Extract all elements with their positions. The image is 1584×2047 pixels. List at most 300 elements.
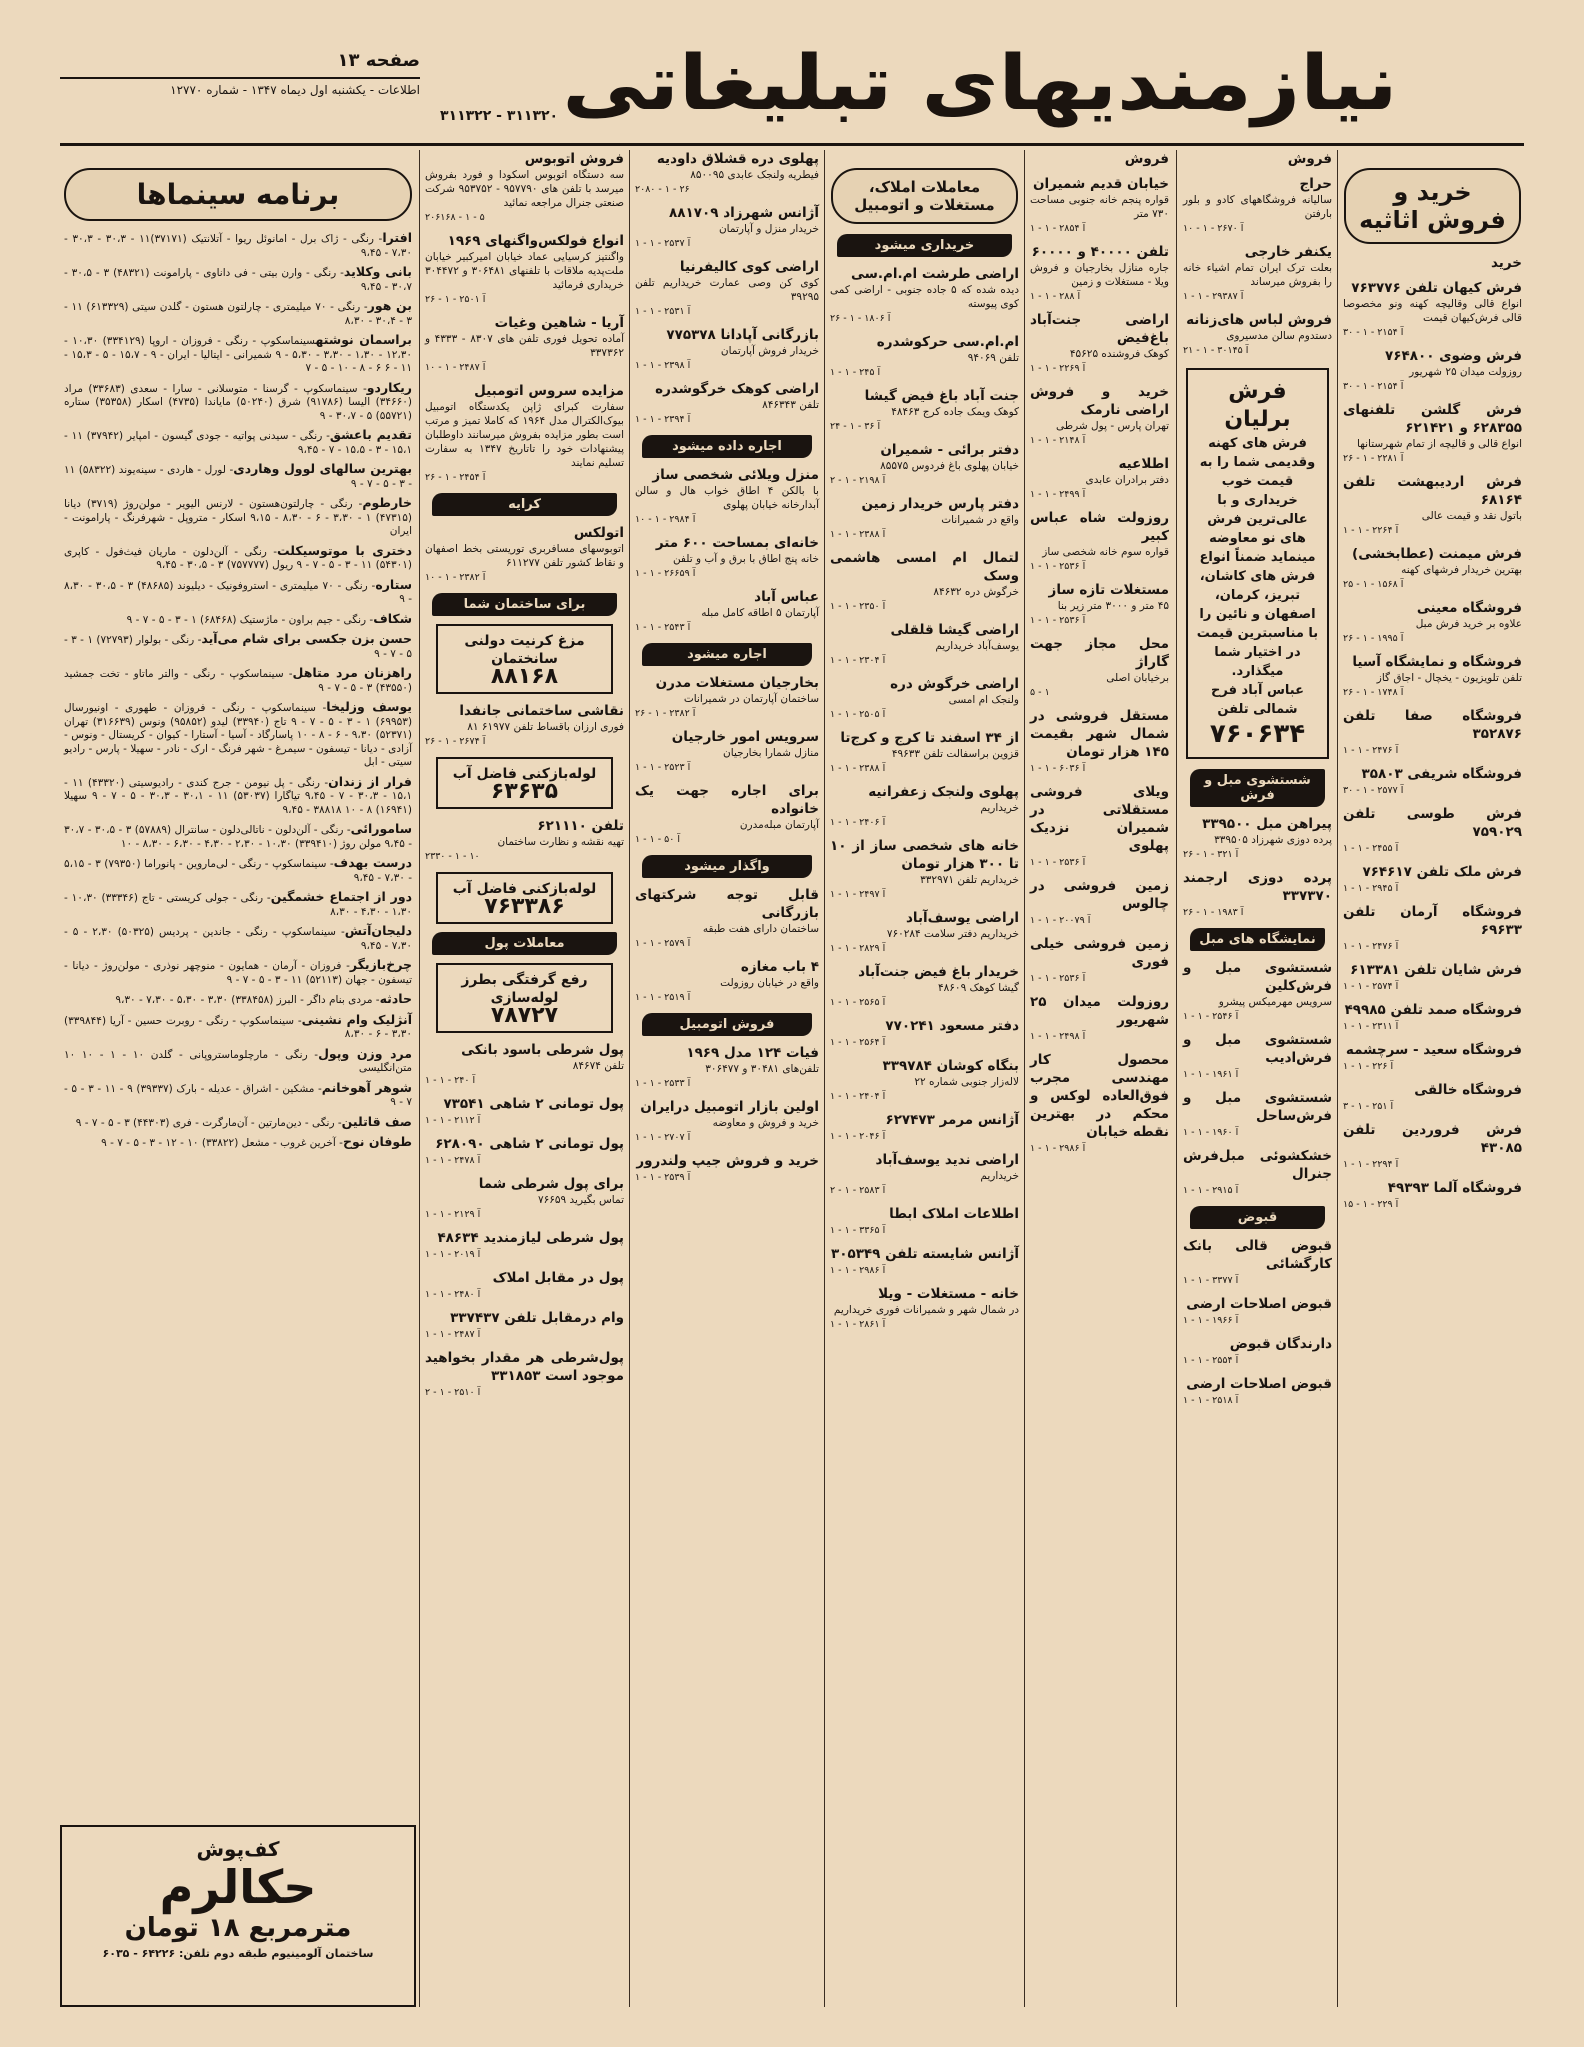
- ad-heading: آژانس شهرزاد ۸۸۱۷۰۹: [669, 205, 819, 221]
- ad-code: ۲۳۳۰ - ۱ - ۱۰: [425, 851, 480, 862]
- ad-heading: اراضی طرشت ام.ام.سی: [850, 266, 1019, 282]
- section-label: فروش اتومبیل: [642, 1013, 812, 1036]
- film-listing: [64, 924, 412, 953]
- ad-body: علاوه بر خرید فرش مبل: [1415, 618, 1522, 630]
- ad-heading: پهلوی دره قشلاق داودیه: [656, 151, 819, 167]
- ad-body: گیشا کوهک ۴۸۶۰۹: [938, 982, 1019, 994]
- film-title: افترا: [382, 230, 412, 245]
- ad-heading: پول‌شرطی هر مقدار بخواهید موجود است ۳۳۱۸۵۳: [425, 1350, 624, 1384]
- ad-code: آ ۲۸۶۱ - ۱ - ۱: [830, 1319, 886, 1330]
- ad-heading: فرش شایان تلفن ۶۱۳۳۸۱: [1350, 962, 1522, 978]
- ad-code: آ ۲۲۶۴ - ۱ - ۱: [1343, 525, 1399, 536]
- ad-body: یوسف‌آباد خریداریم: [935, 640, 1019, 652]
- ad-body: واگنتیز کرسیایی عماد خیابان امیرکبیر خیابان ملت‌پدیه ملاقات با تلفنهای ۳۰۶۴۸۱ و ۳۰۴۴۷۲ خریداری فرمائید: [425, 251, 625, 291]
- classified-ad: [1343, 599, 1522, 646]
- column-c-ads: [827, 168, 1022, 1332]
- ad-body: روزولت میدان ۲۵ شهریور: [1409, 366, 1522, 378]
- film-title: مرد وزن وپول: [318, 1045, 413, 1061]
- ad-code: آ ۲۲۹ - ۱ - ۱۵: [1343, 1199, 1399, 1210]
- classified-ad: [1343, 1121, 1522, 1172]
- classified-ad: [1030, 455, 1169, 502]
- ad-heading: خشکشوئی مبل‌فرش جنرال: [1183, 1148, 1332, 1182]
- film-title: دلیجان‌آتش: [344, 923, 412, 938]
- flooring-price: مترمربع ۱۸ تومان: [124, 1913, 352, 1943]
- classified-ad: [1183, 1375, 1332, 1408]
- classified-ad: [425, 1095, 624, 1128]
- classified-ad: [425, 150, 624, 225]
- film-details: - رنگی - مارچلوماستروپانی - گلدن ۱۰ - ۱ - ۱۰ ۱۰ متن‌انگلیسی: [64, 1048, 412, 1074]
- ad-heading: اراضی ندید یوسف‌آباد: [875, 1152, 1019, 1168]
- ad-heading: خرید و فروش اراضی نارمک: [1030, 384, 1169, 418]
- ad-heading: دفتر برائی - شمیران: [880, 442, 1019, 458]
- classified-ad: [635, 1044, 819, 1091]
- ad-heading: فروشگاه صمد تلفن ۴۹۹۸۵: [1344, 1002, 1522, 1018]
- ad-heading: ویلای فروشی مستقلاتی در شمیران نزدیک پهلوی: [1030, 784, 1169, 854]
- classified-ad: [425, 232, 624, 307]
- classified-ad: [830, 265, 1019, 326]
- ad-body: انواع قالی و قالیچه از تمام شهرستانها: [1357, 438, 1522, 450]
- ad-code: آ ۵۰ - ۱ - ۱: [635, 834, 681, 845]
- classified-ad: [830, 441, 1019, 488]
- ad-body: بعلت ترک ایران تمام اشیاء خانه را بفروش میرساند: [1183, 262, 1332, 288]
- plumbing-ad-text: مزغ کرنیت دولنی سانختمان: [464, 633, 585, 667]
- ad-code: آ ۲۵۳۱ - ۱ - ۱: [635, 306, 691, 317]
- ad-heading: زمین فروشی در چالوس: [1030, 878, 1169, 912]
- section-label: واگذار میشود: [642, 855, 812, 878]
- masthead-title: نیازمندیهای تبلیغاتی: [562, 38, 1398, 128]
- ad-body: انواع قالی وقالیچه کهنه ونو مخصوصا قالی فرش‌کیهان قیمت: [1343, 298, 1522, 324]
- classified-ad: [830, 621, 1019, 668]
- film-details: - رنگی - چارلتون‌هستون - لارنس الیویر - مولن‌روژ (۳۷۱۹) دیانا (۴۷۳۱۵) ۱ - ۳،۳۰ - ۶ - ۸،۳۰ - ۹،۱۵ اسکار - متروپل - شهرفرنگ - پارامونت - ایران: [64, 498, 412, 537]
- ad-code: آ ۲۵۵۴ - ۱ - ۱: [1183, 1355, 1239, 1366]
- ad-heading: فرش وضوی ۷۶۴۸۰۰: [1385, 348, 1522, 364]
- film-details: - سینماسکوپ - رنگی - فروزان - طهوری - اونیورسال (۶۹۹۵۳) ۱ - ۳ - ۵ - ۷ - ۹ تاج (۳۳۹۴۰) لیدو (۹۵۸۵۲) ونوس (۳۱۶۶۳۹) تهران (۵۲۳۷۱) ۹،۳۰ - ۶ - ۸ - ۱۰ پاسارگاد - آسیا - آستارا - کیوان - کریستال - ونوس - آزادی - دیانا - تیسفون - سیمرغ - شهر فرنگ - ارک - نادر - سهیلا - پارس - رادیو سیتی - ابل: [64, 702, 413, 768]
- film-title: براسمان نوشته: [315, 332, 412, 347]
- classified-ad: [830, 909, 1019, 956]
- film-details: - سینماسکوپ - رنگی - روبرت حسین - آریا (۳۳۹۸۴۴) ۳،۳۰ - ۶ - ۸،۳۰: [64, 1014, 412, 1040]
- ad-code: آ ۲۴۵۴ - ۱ - ۲۶: [425, 472, 486, 483]
- ad-code: آ ۲۲۹۴ - ۱ - ۱: [1343, 1159, 1399, 1170]
- ad-body: تلفن تلویزیون - یخچال - اجاق گاز: [1376, 672, 1522, 684]
- ad-code: آ ۲۲۶۹ - ۱ - ۱: [1030, 363, 1086, 374]
- ad-code: آ ۳۳۷۷ - ۱ - ۱: [1183, 1275, 1239, 1286]
- classified-ad: [1183, 869, 1332, 920]
- ad-body: لاله‌زار جنوبی شماره ۲۲: [914, 1076, 1019, 1088]
- ad-body: جاره منازل بخارجیان و فروش ویلا - مستغلات و زمین: [1030, 262, 1169, 288]
- ad-body: قواره سوم خانه شخصی ساز: [1042, 546, 1169, 558]
- classified-ad: [1030, 877, 1169, 928]
- column-f-ads: [1340, 254, 1525, 1212]
- section-label: خریداری میشود: [837, 234, 1012, 257]
- classified-ad: [1183, 1295, 1332, 1328]
- flooring-contact: ساختمان آلومینیوم طبقه دوم تلفن: ۶۴۲۲۶ - ۶۰۳۵: [102, 1947, 374, 1960]
- ad-body: ولنجک ام امسی: [948, 694, 1019, 706]
- film-details: - رنگی - جولی کریستی - تاج (۳۳۳۴۶) ۱۰،۳۰ - ۱،۳۰ - ۴،۳۰ - ۸،۳۰: [64, 892, 412, 918]
- column-a: [422, 150, 627, 2007]
- plumbing-ad-text: لوله‌بازکنی فاضل آب: [452, 766, 597, 782]
- ad-code: آ ۲۵۰۱ - ۱ - ۲۶: [425, 294, 486, 305]
- column-divider: [1024, 150, 1025, 2007]
- film-listing: [64, 1081, 412, 1110]
- ad-code: آ ۲۳۹۴ - ۱ - ۱: [635, 414, 691, 425]
- film-title: ریکاردو: [366, 379, 412, 395]
- classified-ad: [1030, 581, 1169, 628]
- classified-ad: [1183, 1335, 1332, 1368]
- ad-code: آ ۲۴۹۹ - ۱ - ۱: [1030, 489, 1086, 500]
- ad-code: آ ۲۹۸۶ - ۱ - ۱: [830, 1265, 886, 1276]
- ad-body: تلفن‌های ۳۰۴۸۱ و ۳۰۶۴۷۷: [705, 1063, 819, 1075]
- classified-ad: [635, 326, 819, 373]
- ad-heading: تلفن ۴۰۰۰۰ و ۶۰۰۰۰: [1031, 244, 1169, 260]
- ad-heading: فروشگاه آرمان تلفن ۶۹۶۳۳: [1343, 904, 1522, 938]
- film-title: فرار از زندان: [328, 773, 412, 789]
- ad-heading: انواع فولکس‌واگنهای ۱۹۶۹: [447, 233, 624, 249]
- ad-code: آ ۲۱۴۸ - ۱ - ۱: [1030, 435, 1086, 446]
- film-listing: [64, 822, 412, 851]
- ad-body: کوی کن وصی عمارت خریداریم تلفن ۳۹۲۹۵: [635, 277, 819, 303]
- ad-heading: پول در مقابل املاک: [492, 1270, 624, 1286]
- ad-code: آ ۲۵۳۶ - ۱ - ۱: [1030, 973, 1086, 984]
- ad-heading: فروشگاه معینی: [1416, 600, 1522, 616]
- classified-ad: [1343, 961, 1522, 994]
- ad-code: ۲۰۶۱۶۸ - ۱ - ۵: [425, 212, 485, 223]
- classified-ad: [635, 674, 819, 721]
- classified-ad: [830, 963, 1019, 1010]
- masthead: [440, 38, 1520, 138]
- ad-body: آماده تحویل فوری تلفن های ۸۳۰۷ - ۴۳۳۳ و ۳۳۷۳۶۲: [425, 333, 624, 359]
- film-title: راهزنان مرد متاهل: [292, 665, 412, 680]
- ad-code: آ ۲۰۱۹ - ۱ - ۱: [425, 1249, 481, 1260]
- ad-body: بهترین خریدار فرشهای کهنه: [1401, 564, 1522, 576]
- film-details: - رنگی - بولوار (۷۲۷۹۳) ۱ - ۳ - ۵ - ۷ - ۹: [64, 634, 412, 660]
- section-label: برای ساختمان شما: [432, 593, 617, 616]
- ad-code: آ ۲۶۶۵۹ - ۱ - ۱: [635, 568, 696, 579]
- ad-heading: برای پول شرطی شما: [478, 1176, 624, 1192]
- section-label: نمایشگاه های مبل: [1190, 928, 1325, 951]
- film-details: - آخرین غروب - مشعل (۳۳۸۲۲) ۱۰ - ۱۲ - ۳ - ۵ - ۷ - ۹: [101, 1137, 343, 1149]
- classified-ad: [1183, 1089, 1332, 1140]
- classified-ad: [1343, 279, 1522, 340]
- ad-code: آ ۲۵۲۳ - ۱ - ۱: [635, 762, 691, 773]
- ad-heading: آژانس مرمر ۶۲۷۴۷۳: [885, 1112, 1019, 1128]
- classified-ad: [1343, 545, 1522, 592]
- ad-body: خریدار منزل و آپارتمان: [718, 223, 819, 235]
- ad-heading: روزولت شاه عباس کبیر: [1030, 510, 1169, 544]
- film-title: طوفان نوح: [342, 1134, 412, 1149]
- ad-code: آ ۲۴۸۰ - ۱ - ۱: [425, 1289, 481, 1300]
- ad-code: آ ۲۳۸۲ - ۱ - ۱۰: [425, 572, 486, 583]
- flooring-kicker: کف‌پوش: [196, 1837, 280, 1861]
- ad-code: آ ۳۳۶۵ - ۱ - ۱: [830, 1225, 886, 1236]
- film-title: بانی وکلاید: [343, 264, 412, 279]
- classified-ad: [830, 1205, 1019, 1238]
- ad-heading: فرش میمنت (عطابخشی): [1352, 546, 1522, 562]
- film-listing: [64, 775, 412, 818]
- carpet-berlian-ad: [1186, 368, 1329, 759]
- ad-heading: پول تومانی ۲ شاهی ۶۲۸۰۹۰: [435, 1136, 624, 1152]
- ad-heading: اطلاعات املاک ابطا: [889, 1206, 1019, 1222]
- ad-code: آ ۲۳۸۸ - ۱ - ۱: [830, 529, 886, 540]
- classified-ad: [830, 1245, 1019, 1278]
- ad-code: آ ۲۵۴۳ - ۱ - ۱: [635, 622, 691, 633]
- ad-heading: سرویس امور خارجیان: [671, 729, 819, 745]
- ad-body: اتوبوسهای مسافربری توریستی بخط اصفهان و نقاط کشور تلفن ۶۱۱۲۷۷: [425, 543, 624, 569]
- ad-heading: فروش اتوبوس: [524, 151, 624, 167]
- film-listing: [64, 1135, 412, 1151]
- ad-code: آ ۲۵۳۹ - ۱ - ۱: [635, 1172, 691, 1183]
- classified-ad: [425, 1269, 624, 1302]
- ad-heading: قبوض اصلاحات ارضی: [1186, 1296, 1332, 1312]
- ad-heading: مزایده سروس اتومبیل: [474, 383, 624, 399]
- classified-ad: [635, 886, 819, 951]
- ad-heading: قبوض قالی بانک کارگشائی: [1183, 1238, 1332, 1272]
- ad-body: سفارت کبرای ژاپن یکدستگاه اتومبیل بیوک‌الکترال مدل ۱۹۶۴ که کاملا تمیز و مرتب است بطور مزایده بفروش میرسانند داوطلبان پیشنهادات خود را تاتاریخ ۱۳۴۷ به سفارت تسلیم نمایند: [425, 401, 624, 469]
- ad-body: واقع در شمیرانات: [941, 514, 1019, 526]
- ad-body: خرید و فروش و معاوضه: [712, 1117, 819, 1129]
- ad-code: آ ۲۴۷۶ - ۱ - ۱: [1343, 941, 1399, 952]
- ad-code: آ ۲۹۸۴ - ۱ - ۱۰: [635, 514, 696, 525]
- ad-code: آ ۲۹۴۵ - ۱ - ۱: [1343, 883, 1399, 894]
- ad-heading: لتمال ام امسی هاشمی وسک: [830, 550, 1019, 584]
- flooring-ad: [60, 1825, 416, 2007]
- plumbing-ad: [436, 963, 613, 1033]
- ad-body: تلفن ۹۴۰۶۹: [967, 352, 1019, 364]
- ad-body: تلفن ۸۴۶۳۴۳: [762, 399, 819, 411]
- film-details: - رنگی - آلن‌دلون - ماریان فیث‌فول - کاپری (۵۴۳۰۱) ۱۱ - ۳ - ۵ - ۷ - ۹ ریول (۷۵۷۷۷۷) ۳ - ۳۰،۵ - ۹،۴۵: [64, 545, 412, 571]
- ad-heading: بخارجیان مستغلات مدرن: [655, 675, 819, 691]
- ad-body: قواره پنجم خانه جنوبی مساحت ۷۳۰ متر: [1030, 194, 1169, 220]
- ad-code: آ ۲۵۶۵ - ۱ - ۱: [830, 997, 886, 1008]
- ad-code: آ ۱۷۴۸ - ۱ - ۲۶: [1343, 687, 1404, 698]
- film-title: صف قاتلین: [341, 1113, 412, 1129]
- classified-ad: [1183, 959, 1332, 1024]
- ad-code: آ ۲۴۰ - ۱ - ۱: [425, 1075, 476, 1086]
- film-listing: [64, 333, 412, 376]
- classified-ad: [1030, 383, 1169, 448]
- film-title: سامورائی: [350, 821, 413, 836]
- ad-body: برخیابان اصلی: [1106, 672, 1169, 684]
- ad-heading: نقاشی ساختمانی جانفدا: [459, 703, 624, 719]
- ad-code: آ ۲۸۲۹ - ۱ - ۱: [830, 943, 886, 954]
- classified-ad: [1030, 175, 1169, 236]
- ad-code: آ ۲۱۹۸ - ۱ - ۲: [830, 475, 886, 486]
- film-title: آنژلیک وام نشینی: [301, 1011, 412, 1027]
- ad-code: آ ۳۲۱ - ۱ - ۲۶: [1183, 849, 1239, 860]
- ad-heading: دارندگان قبوض: [1229, 1336, 1332, 1352]
- classified-ad: [635, 588, 819, 635]
- classified-ad: [635, 380, 819, 427]
- ad-code: آ ۲۴۹۸ - ۱ - ۱: [1030, 1031, 1086, 1042]
- ad-heading: فروشگاه آلما ۴۹۳۹۳: [1387, 1180, 1522, 1196]
- ad-code: آ ۲۲۶ - ۱ - ۱: [1343, 1061, 1394, 1072]
- film-details: - رنگی - جیم براون - ماژستیک (۶۸۴۶۸) ۱ - ۳ - ۵ - ۷ - ۹: [126, 613, 374, 626]
- film-title: حادثه: [379, 991, 412, 1006]
- ad-body: خریدار فروش آپارتمان: [720, 345, 819, 357]
- ad-heading: فروش لباس های‌زنانه: [1186, 312, 1332, 328]
- classified-ad: [830, 1017, 1019, 1050]
- ad-heading: خانه - مستغلات - ویلا: [878, 1286, 1019, 1302]
- film-details: - رنگی - آلن‌دلون - ناتالی‌دلون - سانترال (۵۷۸۸۹) ۳ - ۳۰،۵ - ۳۰،۷ - ۹،۴۵ مولن روژ (۳۳۹۴۱۰) ۱۰،۳۰ - ۲،۳۰ - ۴،۳۰ - ۶،۳۰ - ۸،۳۰ - ۱۰: [64, 824, 412, 850]
- classified-ad: [1030, 243, 1169, 304]
- ad-code: آ ۲۰۴۶ - ۱ - ۱: [830, 1131, 886, 1142]
- ad-code: آ ۲۴۸۷ - ۱ - ۱: [425, 1329, 481, 1340]
- top-rule: [60, 143, 1524, 146]
- classified-ad: [425, 1135, 624, 1168]
- ad-body: دیده شده که ۵ جاده جنوبی - اراضی کمی کوی پیوسته: [830, 284, 1020, 310]
- ad-heading: خیابان قدیم شمیران: [1032, 176, 1169, 192]
- ad-code: آ ۲۴۹۷ - ۱ - ۱: [830, 889, 886, 900]
- film-listing: [64, 612, 412, 628]
- ad-heading: فرش طوسی تلفن ۷۵۹۰۲۹: [1343, 806, 1522, 840]
- classified-ad: [1343, 765, 1522, 798]
- column-divider: [824, 150, 825, 2007]
- ad-heading: شستشوی مبل و فرش‌ادیب: [1183, 1032, 1332, 1066]
- classified-ad: [1343, 805, 1522, 856]
- classified-ad: [1343, 347, 1522, 394]
- ad-body: سرویس مهرمیکس پیشرو: [1218, 996, 1332, 1008]
- film-title: دور از اجتماع خشمگین: [270, 889, 413, 904]
- classified-ad: [425, 817, 624, 864]
- column-divider: [629, 150, 630, 2007]
- ad-code: آ ۲۴۵۵ - ۱ - ۱: [1343, 843, 1399, 854]
- ad-heading: دفتر پارس خریدار زمین: [861, 496, 1019, 512]
- ad-heading: فرش فروردین تلفن ۴۳۰۸۵: [1343, 1122, 1522, 1156]
- ad-body: تهران پارس - پول شرطی: [1055, 420, 1169, 432]
- ad-code: آ ۲۴۸۷ - ۱ - ۱۰: [425, 362, 486, 373]
- classified-ad: [830, 1151, 1019, 1198]
- ad-code: آ ۱۹۸۳ - ۱ - ۲۶: [1183, 907, 1244, 918]
- ad-code: آ ۲۵۱۰ - ۱ - ۲: [425, 1387, 481, 1398]
- ad-body: منازل شمارا بخارجیان: [723, 747, 819, 759]
- classified-ad: [425, 1041, 624, 1088]
- ad-code: آ ۲۵۷۴ - ۱ - ۱: [1343, 981, 1399, 992]
- film-listing: [64, 1047, 412, 1076]
- ad-code: آ ۲۳۰۴ - ۱ - ۱: [830, 655, 886, 666]
- film-details: - لورل - هاردی - سینه‌یوند (۵۸۳۲۲) ۱۱ - ۳ - ۵ - ۷ - ۹: [64, 464, 412, 490]
- cinema-banner: برنامه سینماها: [64, 168, 412, 221]
- classified-ad: [425, 702, 624, 749]
- film-listing: [64, 428, 412, 457]
- ad-body: کوهک ویمک جاده کرج ۴۸۴۶۳: [891, 406, 1019, 418]
- film-title: شوهر آهوخانم: [321, 1079, 412, 1095]
- ad-heading: فروشگاه خالقی: [1414, 1082, 1522, 1098]
- film-listing: [64, 265, 412, 294]
- ad-heading: فروشگاه و نمایشگاه آسیا: [1352, 654, 1522, 670]
- film-details: - سینماسکوپ - رنگی - والتر ماتاو - تخت جمشید (۴۳۵۵۰) ۳ - ۵ - ۷ - ۹: [64, 668, 412, 694]
- ad-body: فیطریه ولنجک عابدی ۸۵۰۰۹۵: [690, 169, 819, 181]
- film-listing: [64, 958, 412, 987]
- berlian-body: فرش های کهنه وقدیمی شما را به قیمت خوب خریداری و با عالی‌ترین فرش های نو معاوضه مینماید ضمناً انواع فرش های کاشان، تبریز، کرمان، اصفهان و نائین را با مناسبترین قیمت در اختیار شما میگذارد.: [1196, 436, 1319, 679]
- film-listing: [64, 666, 412, 695]
- column-f: [1340, 150, 1525, 2007]
- section-label: کرایه: [432, 493, 617, 516]
- ad-code: آ ۲۵۷۷ - ۱ - ۳۰: [1343, 785, 1404, 796]
- ad-heading: یکنفر خارجی: [1244, 244, 1332, 260]
- ad-code: ۲۰۸۰ - ۱ - ۲۶: [635, 184, 690, 195]
- section-label: قبوض: [1190, 1206, 1325, 1229]
- classified-ad: [425, 524, 624, 585]
- classified-ad: [1343, 1001, 1522, 1034]
- classified-ad: [635, 1098, 819, 1145]
- plumbing-ad: [436, 757, 613, 809]
- column-e: [1180, 150, 1335, 2007]
- ad-heading: پیراهن مبل ۳۳۹۵۰۰: [1202, 816, 1332, 832]
- ad-heading: اراضی کوی کالیفرنیا: [679, 259, 819, 275]
- ad-code: آ ۲۱۲۹ - ۱ - ۱: [425, 1209, 481, 1220]
- dateline: اطلاعات - یکشنبه اول دیماه ۱۳۴۷ - شماره ۱۲۷۷۰: [60, 77, 420, 97]
- film-title: تقدیم باعشق: [329, 427, 412, 442]
- ad-body: تهیه نقشه و نظارت ساختمان: [497, 836, 624, 848]
- ad-body: ساختمان دارای هفت طبقه: [702, 923, 819, 935]
- classified-ad: [1183, 1237, 1332, 1288]
- ad-code: آ ۲۲۸۱ - ۱ - ۲۶: [1343, 453, 1404, 464]
- ad-heading: مستغلات تازه ساز: [1048, 582, 1169, 598]
- ad-code: آ ۲۳۹۸ - ۱ - ۱: [635, 360, 691, 371]
- ad-heading: ۴ باب مغازه: [740, 959, 819, 975]
- ad-code: آ ۱۸۰۶ - ۱ - ۲۶: [830, 313, 891, 324]
- column-d: [1027, 150, 1172, 2007]
- plumbing-ad-phone: ۶۳۶۳۵: [490, 779, 559, 804]
- ad-code: آ ۲۴۵ - ۱ - ۱: [830, 367, 881, 378]
- ad-heading: اتولکس: [573, 525, 624, 541]
- classified-ad: [1030, 635, 1169, 700]
- ad-code: آ ۲۸۵۴ - ۱ - ۱: [1030, 223, 1086, 234]
- ad-heading: دفتر مسعود ۷۷۰۲۴۱: [885, 1018, 1019, 1034]
- film-listing: [64, 856, 412, 885]
- ad-heading: اولین بازار اتومبیل درایران: [640, 1099, 819, 1115]
- film-listing: [64, 544, 412, 573]
- classified-ad: [1343, 254, 1522, 272]
- ad-code: آ ۲۱۵۴ - ۱ - ۳۰: [1343, 327, 1404, 338]
- film-listing: [64, 992, 412, 1008]
- ad-code: آ ۲۹۳۸۷ - ۱ - ۱: [1183, 291, 1244, 302]
- ad-heading: مستقل فروشی در شمال شهر بقیمت ۱۴۵ هزار تومان: [1030, 708, 1169, 760]
- ad-code: آ ۲۱۵۴ - ۱ - ۳۰: [1343, 381, 1404, 392]
- film-listing: [64, 231, 412, 260]
- ad-code: آ ۱۵۶۸ - ۱ - ۲۵: [1343, 579, 1404, 590]
- film-list: [60, 231, 416, 1151]
- ad-heading: محل مجاز جهت گاراژ: [1030, 636, 1169, 670]
- plumbing-ad-text: لوله‌بازکنی فاضل آب: [452, 881, 597, 897]
- ad-code: آ ۲۹۱۵ - ۱ - ۱: [1183, 1185, 1239, 1196]
- classified-ad: [1030, 783, 1169, 870]
- plumbing-ad-phone: ۸۸۱۶۸: [490, 664, 559, 689]
- classified-ad: [830, 837, 1019, 902]
- ad-heading: محصول کار مهندسی مجرب فوق‌العاده لوکس و محکم در بهترین نقطه خیابان: [1030, 1052, 1169, 1140]
- film-title: چرخ‌بازیگر: [349, 957, 412, 972]
- ad-body: خریداریم تلفن ۳۳۲۹۷۱: [920, 874, 1019, 886]
- ad-heading: فروشگاه شریفی ۳۵۸۰۳: [1361, 766, 1522, 782]
- ad-heading: پول شرطی باسود بانکی: [461, 1042, 624, 1058]
- ad-heading: فرش گلشن تلفنهای ۶۲۸۳۵۵ و ۶۲۱۴۲۱: [1343, 402, 1522, 436]
- ad-code: آ ۲۳۵۰ - ۱ - ۱: [830, 601, 886, 612]
- ad-heading: ام.ام.سی حرکوشدره: [876, 334, 1019, 350]
- ad-heading: خانه‌ای بمساحت ۶۰۰ متر: [655, 535, 819, 551]
- ad-body: تماس بگیرید ۷۶۶۵۹: [537, 1194, 624, 1206]
- classified-ad: [830, 675, 1019, 722]
- film-title: حسن بزن جکسی برای شام می‌آید: [201, 631, 413, 646]
- ad-code: آ ۱۹۹۵ - ۱ - ۲۶: [1343, 633, 1404, 644]
- ad-body: تلفن ۸۴۶۷۴: [572, 1060, 624, 1072]
- classified-ad: [1343, 1179, 1522, 1212]
- ad-heading: شستشوی مبل و فرش‌ساحل: [1183, 1090, 1332, 1124]
- film-details: - رنگی - پل نیومن - جرج کندی - رادیوسیتی (۴۳۳۲۰) ۱۱ - ۱۵،۱ - ۳۰،۳ - ۷ - ۹،۴۵ تیاگارا (۵۳۰۳۷) ۱۱ - ۳۰،۱ - ۳۰،۳ - ۵ - ۷ - ۹ سهیلا (۱۶۹۴۱) ۸ - ۱۰ ۳۸۸۱۸ - ۹،۴۵: [64, 776, 413, 816]
- ad-body: خریداریم: [980, 802, 1019, 814]
- plumbing-ad-phone: ۷۸۷۲۷: [490, 1003, 559, 1028]
- plumbing-ad-text: رفع گرفتگی بطرز لوله‌سازی: [461, 972, 588, 1006]
- ad-body: ۴۵ متر و ۳۰۰۰ متر زیر بنا: [1057, 600, 1169, 612]
- page-info: [60, 50, 420, 97]
